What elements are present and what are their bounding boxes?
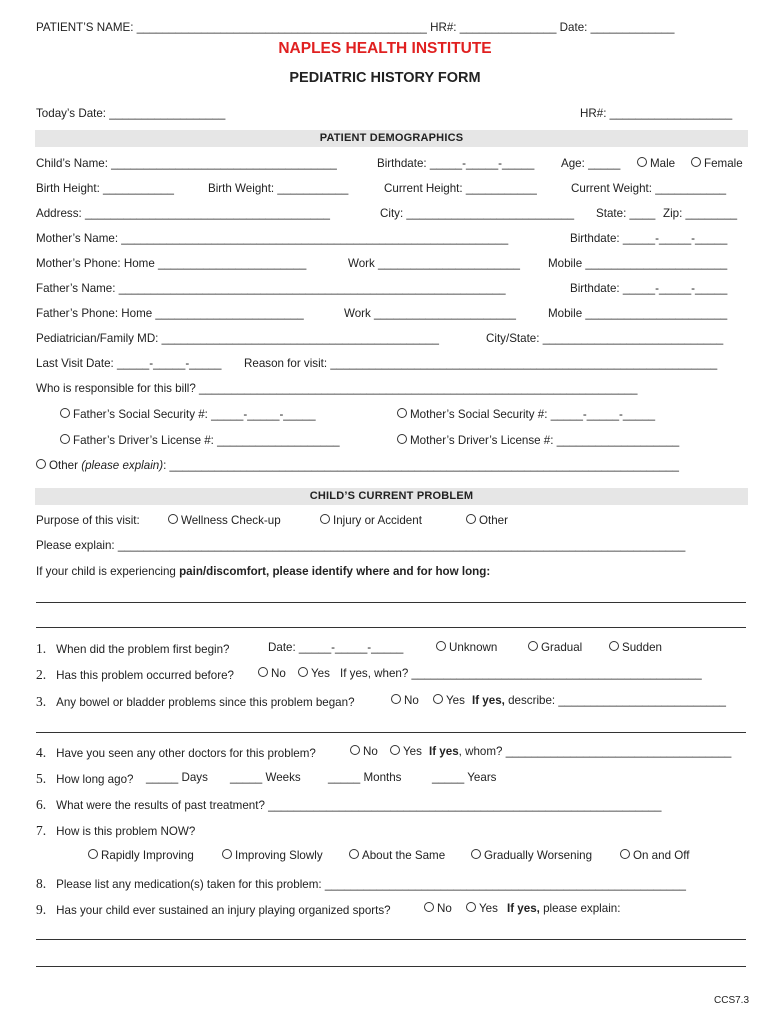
purpose-row: [36, 514, 746, 532]
radio-circle-icon: [298, 667, 308, 677]
weeks-field[interactable]: _____ Weeks: [230, 771, 301, 784]
zip-field[interactable]: Zip: ________: [663, 207, 738, 220]
radio-circle-icon: [620, 849, 630, 859]
months-field[interactable]: _____ Months: [328, 771, 402, 784]
gradual-radio[interactable]: Gradual: [528, 641, 582, 654]
mothers-mobile-field[interactable]: Mobile ______________________: [548, 257, 728, 270]
fathers-name-row: [36, 282, 746, 300]
on-and-off-radio[interactable]: On and Off: [620, 849, 690, 862]
radio-circle-icon: [637, 157, 647, 167]
question-1: 1. When did the problem first begin? Date: _____-_____-_____ Unknown Gradual Sudden: [36, 641, 662, 656]
mothers-name-field[interactable]: Mother’s Name: ____________________________________________________________: [36, 232, 509, 245]
radio-circle-icon: [609, 641, 619, 651]
q2-yes-radio[interactable]: Yes: [298, 667, 330, 680]
radio-circle-icon: [466, 902, 476, 912]
address-row: [36, 207, 746, 225]
form-code: CCS7.3: [714, 995, 750, 1006]
female-radio[interactable]: Female: [691, 157, 743, 170]
radio-circle-icon: [397, 408, 407, 418]
question-9: 9. Has your child ever sustained an injury playing organized sports? No Yes If yes, please explain:: [36, 902, 621, 917]
radio-circle-icon: [424, 902, 434, 912]
sudden-radio[interactable]: Sudden: [609, 641, 662, 654]
other-purpose-radio[interactable]: Other: [466, 514, 508, 527]
question-6: 6. What were the results of past treatment? _____________________________________________________________: [36, 797, 662, 812]
patient-demographics-header: PATIENT DEMOGRAPHICS: [35, 130, 748, 147]
radio-circle-icon: [528, 641, 538, 651]
question-5: 5. How long ago? _____ Days _____ Weeks _____ Months _____ Years: [36, 771, 497, 786]
city-state-field[interactable]: City/State: ____________________________: [486, 332, 724, 345]
radio-circle-icon: [397, 434, 407, 444]
form-title: PEDIATRIC HISTORY FORM: [289, 70, 481, 86]
childs-name-field[interactable]: Child’s Name: ___________________________________: [36, 157, 337, 170]
mothers-name-row: [36, 232, 746, 250]
patient-name-line[interactable]: PATIENT’S NAME: _____________________________________________ HR#: _______________ Date: _____________: [36, 21, 675, 34]
institute-name: NAPLES HEALTH INSTITUTE: [278, 40, 492, 57]
fathers-mobile-field[interactable]: Mobile ______________________: [548, 307, 728, 320]
past-treatment-field[interactable]: What were the results of past treatment? _____________________________________________________________: [56, 799, 662, 812]
years-field[interactable]: _____ Years: [432, 771, 497, 784]
rapidly-improving-radio[interactable]: Rapidly Improving: [88, 849, 194, 862]
fathers-phone-row: [36, 307, 746, 325]
heights-row: [36, 182, 746, 200]
question-3: 3. Any bowel or bladder problems since this problem began? No Yes If yes, describe: __________________________: [36, 694, 727, 709]
radio-circle-icon: [60, 434, 70, 444]
hr-field[interactable]: HR#: ___________________: [580, 107, 733, 120]
improving-slowly-radio[interactable]: Improving Slowly: [222, 849, 323, 862]
question-2: 2. Has this problem occurred before? No Yes If yes, when? _____________________________________________: [36, 667, 702, 682]
ssn-row: [36, 408, 746, 426]
unknown-radio[interactable]: Unknown: [436, 641, 497, 654]
radio-circle-icon: [390, 745, 400, 755]
radio-circle-icon: [350, 745, 360, 755]
medications-field[interactable]: Please list any medication(s) taken for this problem: ________________________________________________________: [56, 878, 686, 891]
wellness-checkup-radio[interactable]: Wellness Check-up: [168, 514, 281, 527]
pain-answer-line-2[interactable]: [36, 627, 746, 628]
current-weight-field[interactable]: Current Weight: ___________: [571, 182, 727, 195]
reason-for-visit-field[interactable]: Reason for visit: ____________________________________________________________: [244, 357, 718, 370]
radio-circle-icon: [433, 694, 443, 704]
father-ssn-option[interactable]: Father’s Social Security #: _____-_____-_____: [60, 408, 316, 421]
question-7-options: [36, 849, 746, 867]
about-the-same-radio[interactable]: About the Same: [349, 849, 445, 862]
radio-circle-icon: [471, 849, 481, 859]
current-height-field[interactable]: Current Height: ___________: [384, 182, 537, 195]
fathers-work-phone-field[interactable]: Work ______________________: [344, 307, 516, 320]
city-field[interactable]: City: __________________________: [380, 207, 575, 220]
responsible-for-bill-field[interactable]: Who is responsible for this bill? ____________________________________________________________________: [36, 382, 638, 395]
question-7: 7. How is this problem NOW?: [36, 823, 196, 838]
father-dl-option[interactable]: Father’s Driver’s License #: ___________________: [60, 434, 340, 447]
q9-no-radio[interactable]: No: [424, 902, 452, 915]
mothers-work-phone-field[interactable]: Work ______________________: [348, 257, 520, 270]
q9-answer-line-2[interactable]: [36, 966, 746, 967]
question-8: 8. Please list any medication(s) taken for this problem: ________________________________________________________: [36, 876, 686, 891]
mother-dl-option[interactable]: Mother’s Driver’s License #: ___________________: [397, 434, 679, 447]
age-field[interactable]: Age: _____: [561, 157, 621, 170]
radio-circle-icon: [60, 408, 70, 418]
address-field[interactable]: Address: ______________________________________: [36, 207, 330, 220]
birth-height-field[interactable]: Birth Height: ___________: [36, 182, 174, 195]
fathers-birthdate-field[interactable]: Birthdate: _____-_____-_____: [570, 282, 728, 295]
radio-circle-icon: [168, 514, 178, 524]
q2-no-radio[interactable]: No: [258, 667, 286, 680]
q9-answer-line-1[interactable]: [36, 939, 746, 940]
radio-circle-icon: [466, 514, 476, 524]
bill-row: [36, 382, 746, 400]
birth-weight-field[interactable]: Birth Weight: ___________: [208, 182, 349, 195]
mother-ssn-option[interactable]: Mother’s Social Security #: _____-_____-_____: [397, 408, 655, 421]
birthdate-field[interactable]: Birthdate: _____-_____-_____: [377, 157, 535, 170]
q9-yes-radio[interactable]: Yes: [466, 902, 498, 915]
q3-describe-field[interactable]: If yes, describe: __________________________: [472, 694, 727, 707]
pain-question: If your child is experiencing pain/discomfort, please identify where and for how long:: [36, 565, 491, 578]
other-payer-row: [36, 459, 746, 477]
radio-circle-icon: [436, 641, 446, 651]
please-explain-row: [36, 539, 746, 557]
mothers-home-phone-field[interactable]: Mother’s Phone: Home _______________________: [36, 257, 307, 270]
pain-row: [36, 565, 746, 583]
fathers-name-field[interactable]: Father’s Name: ____________________________________________________________: [36, 282, 506, 295]
mothers-birthdate-field[interactable]: Birthdate: _____-_____-_____: [570, 232, 728, 245]
pediatrician-row: [36, 332, 746, 350]
todays-date-field[interactable]: Today’s Date: __________________: [36, 107, 226, 120]
radio-circle-icon: [258, 667, 268, 677]
drivers-license-row: [36, 434, 746, 452]
q2-when-field[interactable]: If yes, when? _____________________________________________: [340, 667, 702, 680]
state-field[interactable]: State: ____: [596, 207, 656, 220]
radio-circle-icon: [391, 694, 401, 704]
childs-current-problem-header: CHILD’S CURRENT PROBLEM: [35, 488, 748, 505]
male-radio[interactable]: Male: [637, 157, 675, 170]
radio-circle-icon: [88, 849, 98, 859]
radio-circle-icon: [320, 514, 330, 524]
fathers-home-phone-field[interactable]: Father’s Phone: Home _______________________: [36, 307, 304, 320]
last-visit-row: [36, 357, 746, 375]
gradually-worsening-radio[interactable]: Gradually Worsening: [471, 849, 592, 862]
pain-answer-line-1[interactable]: [36, 602, 746, 603]
q4-yes-radio[interactable]: Yes: [390, 745, 422, 758]
q4-whom-field[interactable]: If yes, whom? ___________________________________: [429, 745, 732, 758]
problem-begin-date-field[interactable]: Date: _____-_____-_____: [268, 641, 404, 654]
q9-explain-label: If yes, please explain:: [507, 902, 621, 915]
radio-circle-icon: [349, 849, 359, 859]
days-field[interactable]: _____ Days: [146, 771, 208, 784]
other-payer-option[interactable]: Other (please explain): _______________________________________________________________________________: [36, 459, 679, 472]
injury-accident-radio[interactable]: Injury or Accident: [320, 514, 422, 527]
pediatrician-field[interactable]: Pediatrician/Family MD: ___________________________________________: [36, 332, 439, 345]
purpose-label: Purpose of this visit:: [36, 514, 140, 527]
mothers-phone-row: [36, 257, 746, 275]
q3-no-radio[interactable]: No: [391, 694, 419, 707]
q3-answer-line[interactable]: [36, 732, 746, 733]
q3-yes-radio[interactable]: Yes: [433, 694, 465, 707]
q4-no-radio[interactable]: No: [350, 745, 378, 758]
please-explain-field[interactable]: Please explain: ________________________________________________________________________________________: [36, 539, 686, 552]
question-4: 4. Have you seen any other doctors for this problem? No Yes If yes, whom? ___________________________________: [36, 745, 732, 760]
radio-circle-icon: [36, 459, 46, 469]
last-visit-field[interactable]: Last Visit Date: _____-_____-_____: [36, 357, 222, 370]
childs-name-row: [36, 157, 746, 175]
radio-circle-icon: [222, 849, 232, 859]
radio-circle-icon: [691, 157, 701, 167]
